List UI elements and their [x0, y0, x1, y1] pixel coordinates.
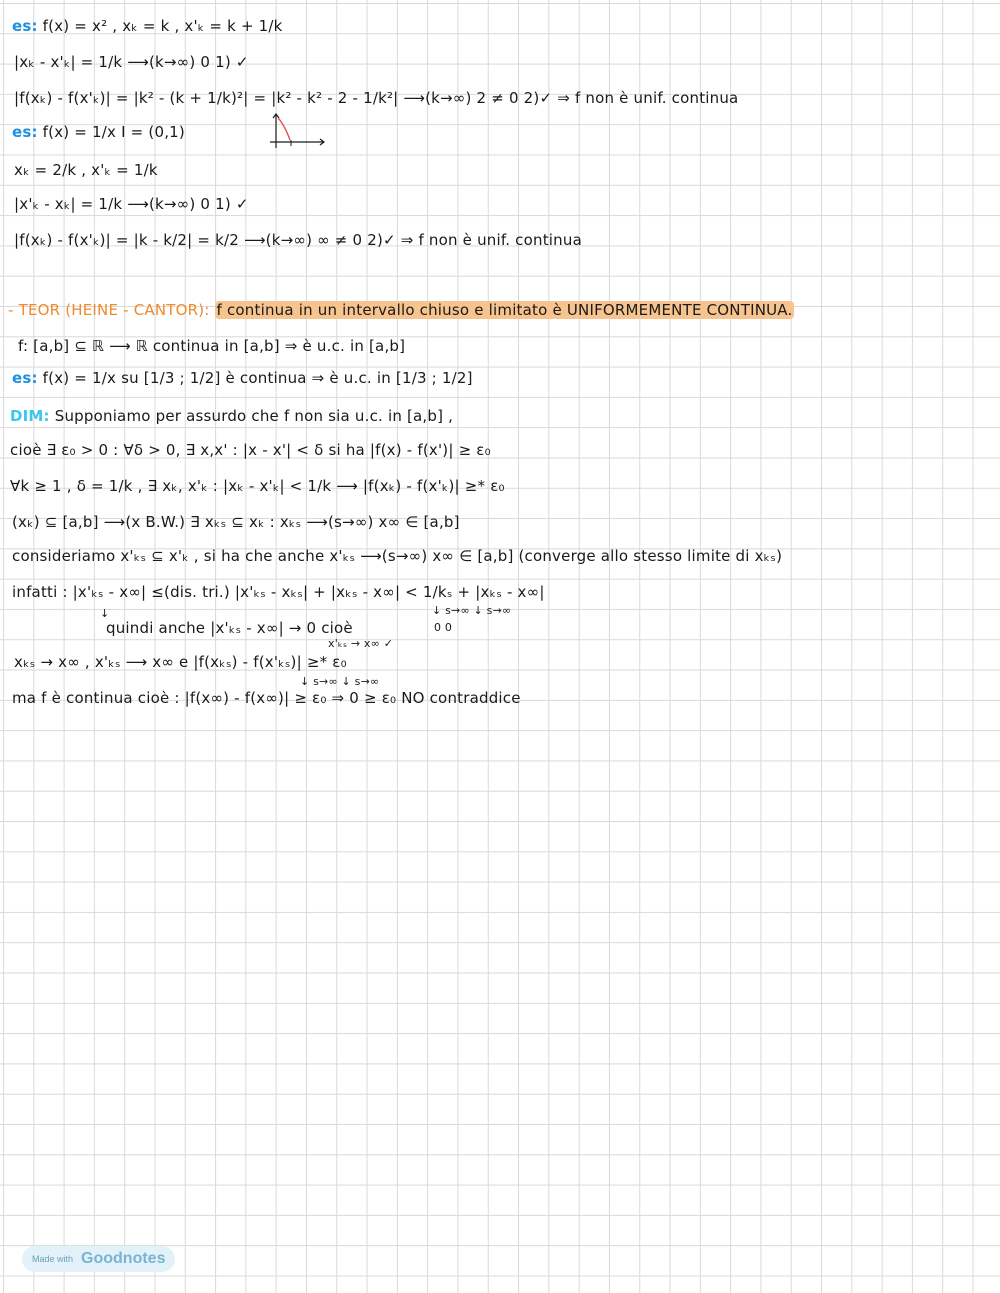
badge-brand: Goodnotes — [81, 1250, 166, 1267]
math-line: f: [a,b] ⊆ ℝ ⟶ ℝ continua in [a,b] ⇒ è u.c. in [a,b] — [18, 337, 406, 355]
math-line: quindi anche |x'ₖₛ - x∞| → 0 cioè — [106, 619, 353, 637]
example-2-text: f(x) = 1/x I = (0,1) — [42, 123, 185, 141]
proof-line — [10, 406, 453, 426]
dim-label: DIM: — [10, 407, 50, 425]
goodnotes-badge — [22, 1246, 175, 1272]
math-line: xₖ = 2/k , x'ₖ = 1/k — [14, 161, 158, 179]
theorem-line — [8, 300, 794, 320]
math-line: consideriamo x'ₖₛ ⊆ x'ₖ , si ha che anche x'ₖₛ ⟶(s→∞) x∞ ∈ [a,b] (converge allo stesso limite di xₖₛ) — [12, 547, 783, 565]
theorem-statement: f continua in un intervallo chiuso e limitato è UNIFORMEMENTE CONTINUA. — [216, 301, 793, 319]
es-label: es: — [12, 123, 38, 141]
theorem-label: - TEOR (HEINE - CANTOR): — [8, 301, 210, 319]
limit-annotation: ↓ s→∞ ↓ s→∞ — [300, 675, 380, 688]
limit-annotation: ↓ s→∞ ↓ s→∞ — [432, 604, 512, 617]
check-annotation: x'ₖₛ → x∞ ✓ — [328, 637, 394, 650]
proof-intro: Supponiamo per assurdo che f non sia u.c. in [a,b] , — [54, 407, 454, 425]
arrow-annotation: ↓ — [100, 607, 110, 620]
math-line: ∀k ≥ 1 , δ = 1/k , ∃ xₖ, x'ₖ : |xₖ - x'ₖ| < 1/k ⟶ |f(xₖ) - f(x'ₖ)| ≥* ε₀ — [10, 477, 505, 495]
example-1-text: f(x) = x² , xₖ = k , x'ₖ = k + 1/k — [42, 17, 283, 35]
math-line: |f(xₖ) - f(x'ₖ)| = |k - k/2| = k/2 ⟶(k→∞) ∞ ≠ 0 2)✓ ⇒ f non è unif. continua — [14, 231, 582, 249]
math-line: (xₖ) ⊆ [a,b] ⟶(x B.W.) ∃ xₖₛ ⊆ xₖ : xₖₛ ⟶(s→∞) x∞ ∈ [a,b] — [12, 513, 460, 531]
math-line: |f(xₖ) - f(x'ₖ)| = |k² - (k + 1/k)²| = |k² - k² - 2 - 1/k²| ⟶(k→∞) 2 ≠ 0 2)✓ ⇒ f non è unif. continua — [14, 89, 739, 107]
example-3-line — [12, 368, 473, 388]
math-line: cioè ∃ ε₀ > 0 : ∀δ > 0, ∃ x,x' : |x - x'| < δ si ha |f(x) - f(x')| ≥ ε₀ — [10, 441, 491, 459]
math-line: |x'ₖ - xₖ| = 1/k ⟶(k→∞) 0 1) ✓ — [14, 195, 249, 213]
math-line: xₖₛ → x∞ , x'ₖₛ ⟶ x∞ e |f(xₖₛ) - f(x'ₖₛ)| ≥* ε₀ — [14, 653, 347, 671]
hyperbola-sketch-icon — [262, 112, 330, 152]
badge-made-with: Made with — [32, 1254, 74, 1264]
example-2-line — [12, 122, 185, 142]
math-line: ma f è continua cioè : |f(x∞) - f(x∞)| ≥ ε₀ ⇒ 0 ≥ ε₀ NO contraddice — [12, 689, 521, 707]
math-line: |xₖ - x'ₖ| = 1/k ⟶(k→∞) 0 1) ✓ — [14, 53, 249, 71]
example-1-line — [12, 16, 283, 36]
zero-annotation: 0 0 — [434, 621, 453, 634]
math-line: infatti : |x'ₖₛ - x∞| ≤(dis. tri.) |x'ₖₛ - xₖₛ| + |xₖₛ - x∞| < 1/kₛ + |xₖₛ - x∞| — [12, 583, 545, 601]
example-3-text: f(x) = 1/x su [1/3 ; 1/2] è continua ⇒ è u.c. in [1/3 ; 1/2] — [42, 369, 473, 387]
es-label: es: — [12, 369, 38, 387]
es-label: es: — [12, 17, 38, 35]
